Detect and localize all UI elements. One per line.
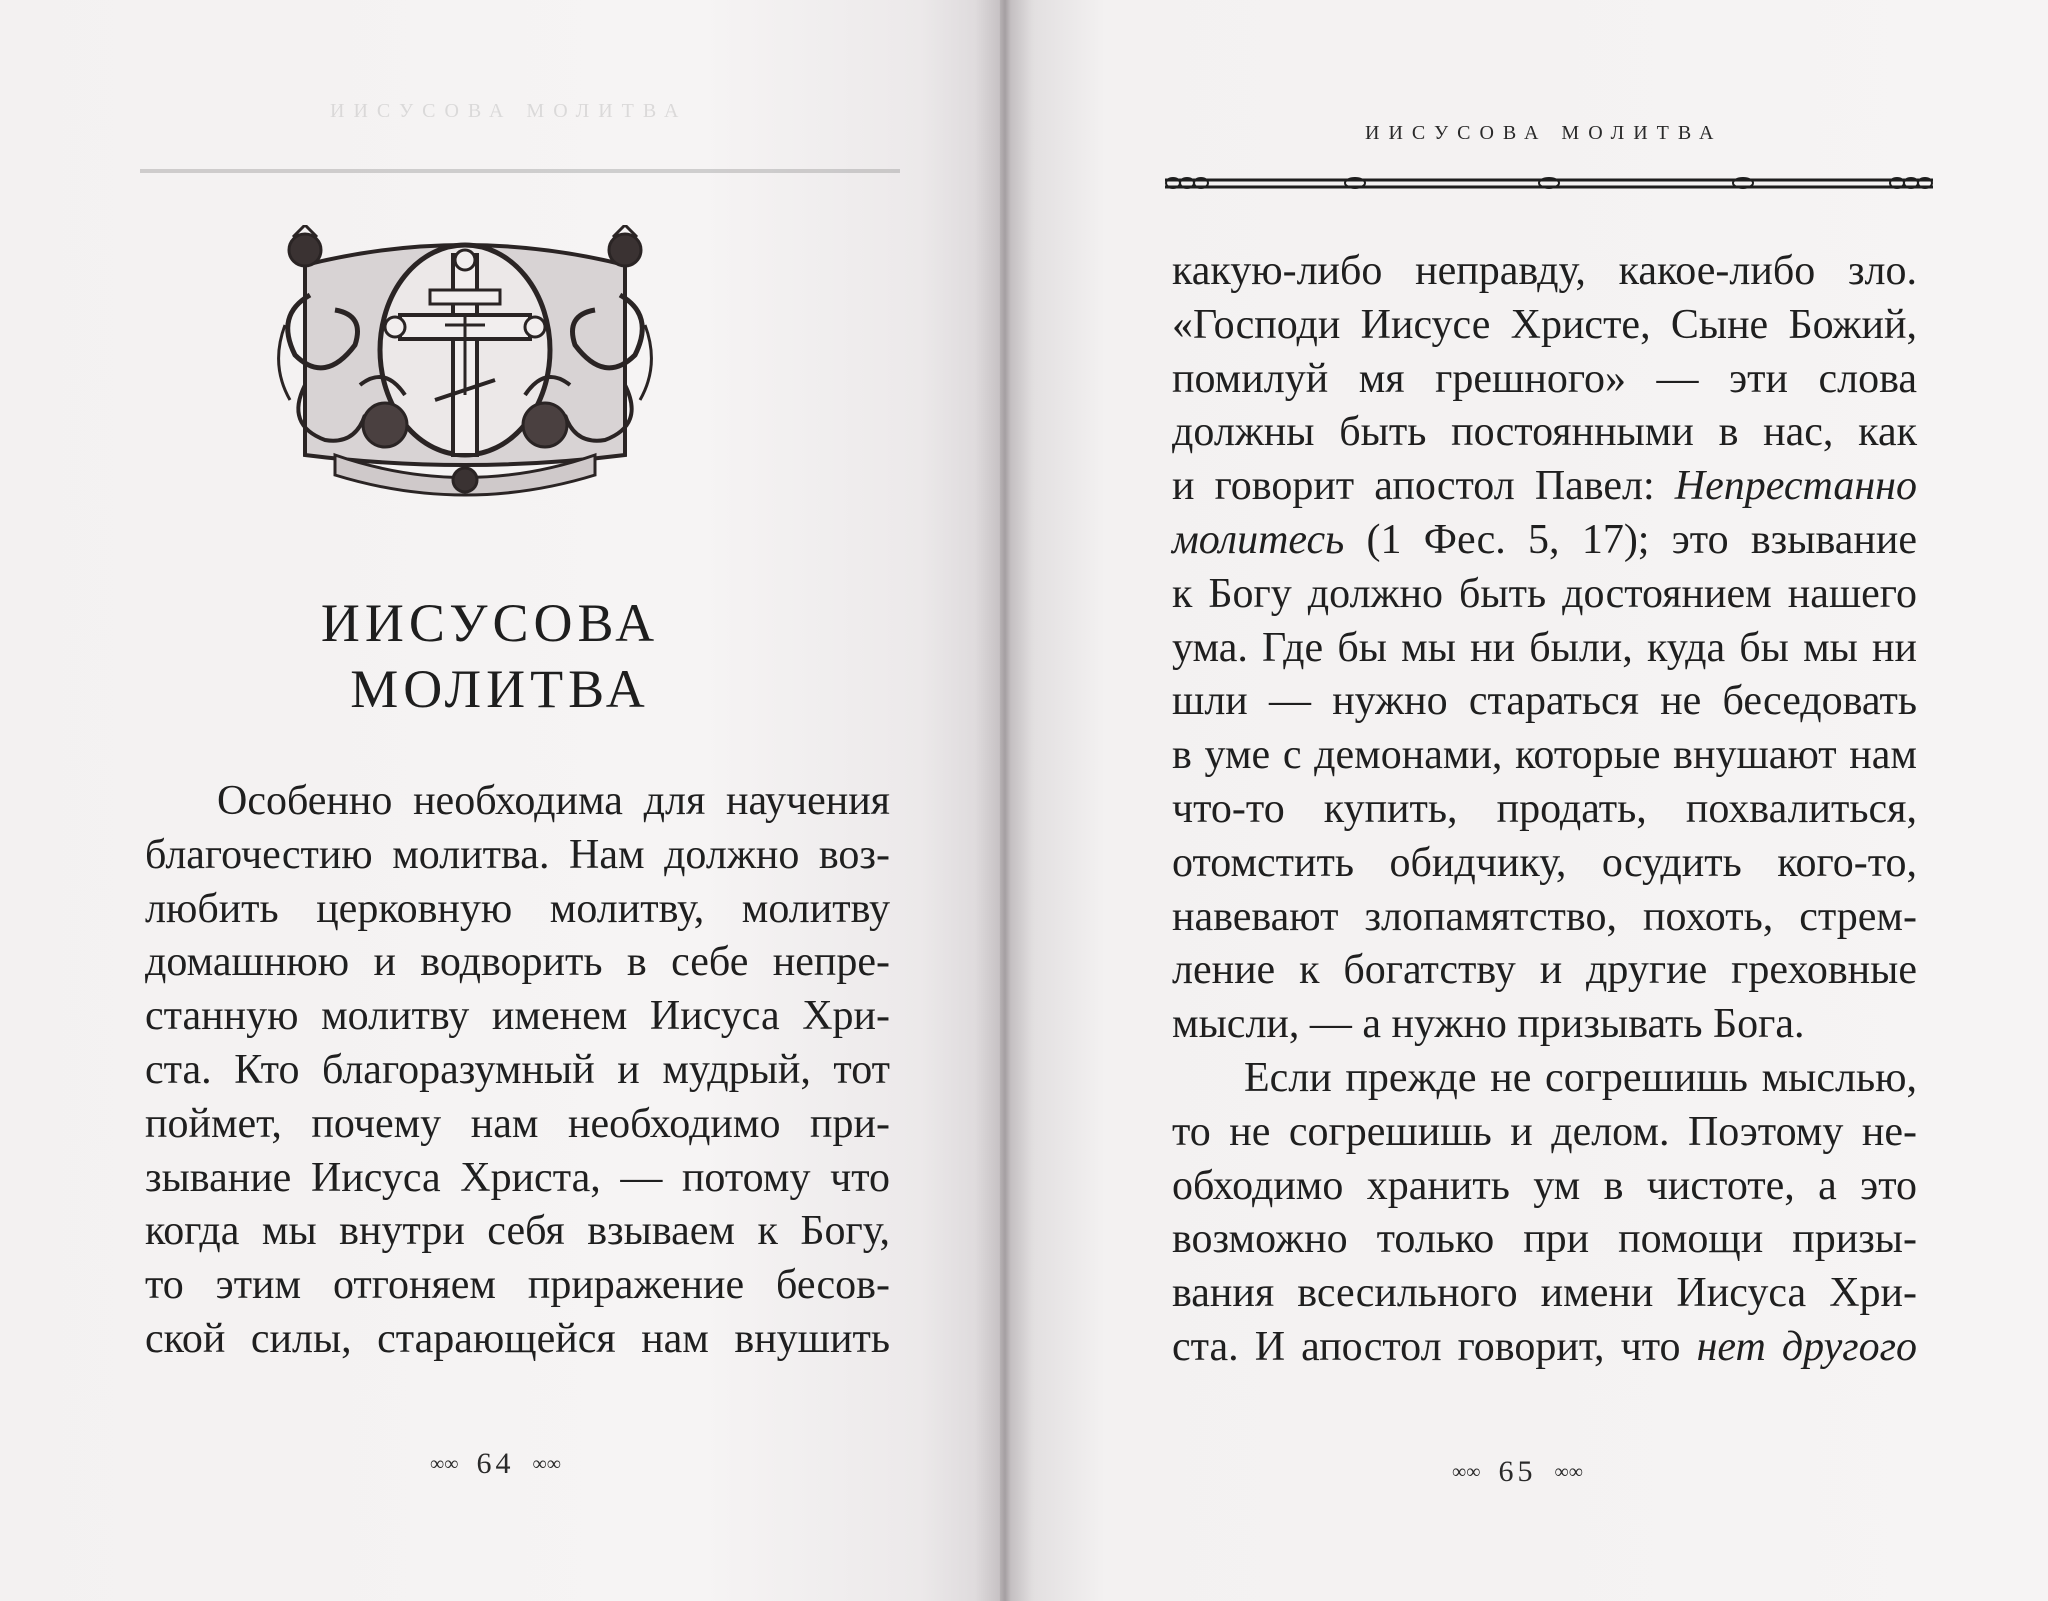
left-page-number: 64 [476,1447,515,1480]
right-line-6 [1172,514,1917,568]
chain-link-ornament-icon: ∞∞ [430,1452,459,1475]
right-line-6-plain: (1 Фес. 5, 17); это взывание [1344,516,1917,563]
chain-link-ornament-icon: ∞∞ [1452,1460,1481,1483]
right-line-13: навевают злопамятство, похоть, стрем- [1172,893,1917,940]
right-line-12: отомстить обидчику, осудить кого-то, [1172,839,1917,886]
left-line-2: благочестию молитва. Нам должно воз- [145,831,890,878]
right-line-14: ление к богатству и другие греховные [1172,947,1917,994]
right-line-10: в уме с демонами, которые внушают нам [1172,732,1917,779]
right-line-5-italic: Непрестанно [1674,463,1917,510]
right-line-15: мысли, — а нужно призывать Бога. [1172,1001,1805,1048]
right-line-17: то не согрешишь и делом. Поэтому не- [1172,1108,1917,1155]
left-line-11: ской силы, старающейся нам внушить [145,1315,890,1362]
right-page [1000,0,2048,1601]
right-line-21 [1172,1321,1917,1375]
right-line-9: шли — нужно стараться не беседовать [1172,678,1917,725]
right-running-head: ИИСУСОВА МОЛИТВА [1365,122,1723,144]
left-top-rule [140,163,900,179]
chain-link-ornament-icon: ∞∞ [532,1452,562,1475]
right-line-6-italic: молитесь [1172,516,1345,563]
right-line-1: какую-либо неправду, какое-либо зло. [1172,248,1917,294]
right-line-5-plain: и говорит апостол Павел: [1172,463,1675,510]
right-folio [1452,1455,1583,1489]
right-line-2: «Господи Иисусе Христе, Сыне Божий, [1172,301,1917,348]
left-folio [430,1447,561,1481]
chapter-title-line2: МОЛИТВА [350,659,650,719]
left-line-3: любить церковную молитву, молитву [145,885,890,932]
right-line-16: Если прежде не согрешишь мыслью, [1244,1054,1917,1101]
right-line-5 [1172,460,1917,514]
chapter-title [250,590,730,722]
right-line-11: что-то купить, продать, похвалиться, [1172,785,1917,832]
decorative-chain-rule-icon [1165,175,1933,191]
right-page-number: 65 [1498,1455,1537,1488]
left-page [0,0,1000,1601]
left-line-4: домашнюю и водворить в себе непре- [145,939,890,986]
left-line-10: то этим отгоняем приражение бесов- [145,1262,890,1309]
right-line-8: ума. Где бы мы ни были, куда бы мы ни [1172,624,1917,671]
right-line-21-italic: нет другого [1696,1323,1917,1370]
left-line-1: Особенно необходима для научения [217,778,890,824]
left-body-text [145,775,890,1367]
right-line-4: должны быть постоянными в нас, как [1172,409,1917,456]
left-line-6: ста. Кто благоразумный и мудрый, тот [145,1046,890,1093]
chapter-title-line1: ИИСУСОВА [320,593,660,653]
left-line-8: зывание Иисуса Христа, — потому что [145,1154,890,1201]
left-line-5: станную молитву именем Иисуса Хри- [145,993,890,1040]
right-line-20: вания всесильного имени Иисуса Хри- [1172,1270,1917,1317]
orthodox-cross-headpiece-icon [265,225,665,515]
right-line-3: помилуй мя грешного» — эти слова [1172,355,1917,402]
right-line-21-plain: ста. И апостол говорит, что [1172,1323,1697,1370]
right-line-18: обходимо хранить ум в чистоте, а это [1172,1162,1917,1209]
left-line-7: поймет, почему нам необходимо при- [145,1100,890,1147]
chain-link-ornament-icon: ∞∞ [1554,1460,1584,1483]
left-line-9: когда мы внутри себя взываем к Богу, [145,1208,890,1255]
right-body-text [1172,245,1917,1375]
right-line-19: возможно только при помощи призы- [1172,1216,1917,1263]
left-running-head-ghost: ИИСУСОВА МОЛИТВА [330,100,688,122]
book-spine-shadow [975,0,1035,1601]
right-line-7: к Богу должно быть достоянием нашего [1172,570,1917,617]
